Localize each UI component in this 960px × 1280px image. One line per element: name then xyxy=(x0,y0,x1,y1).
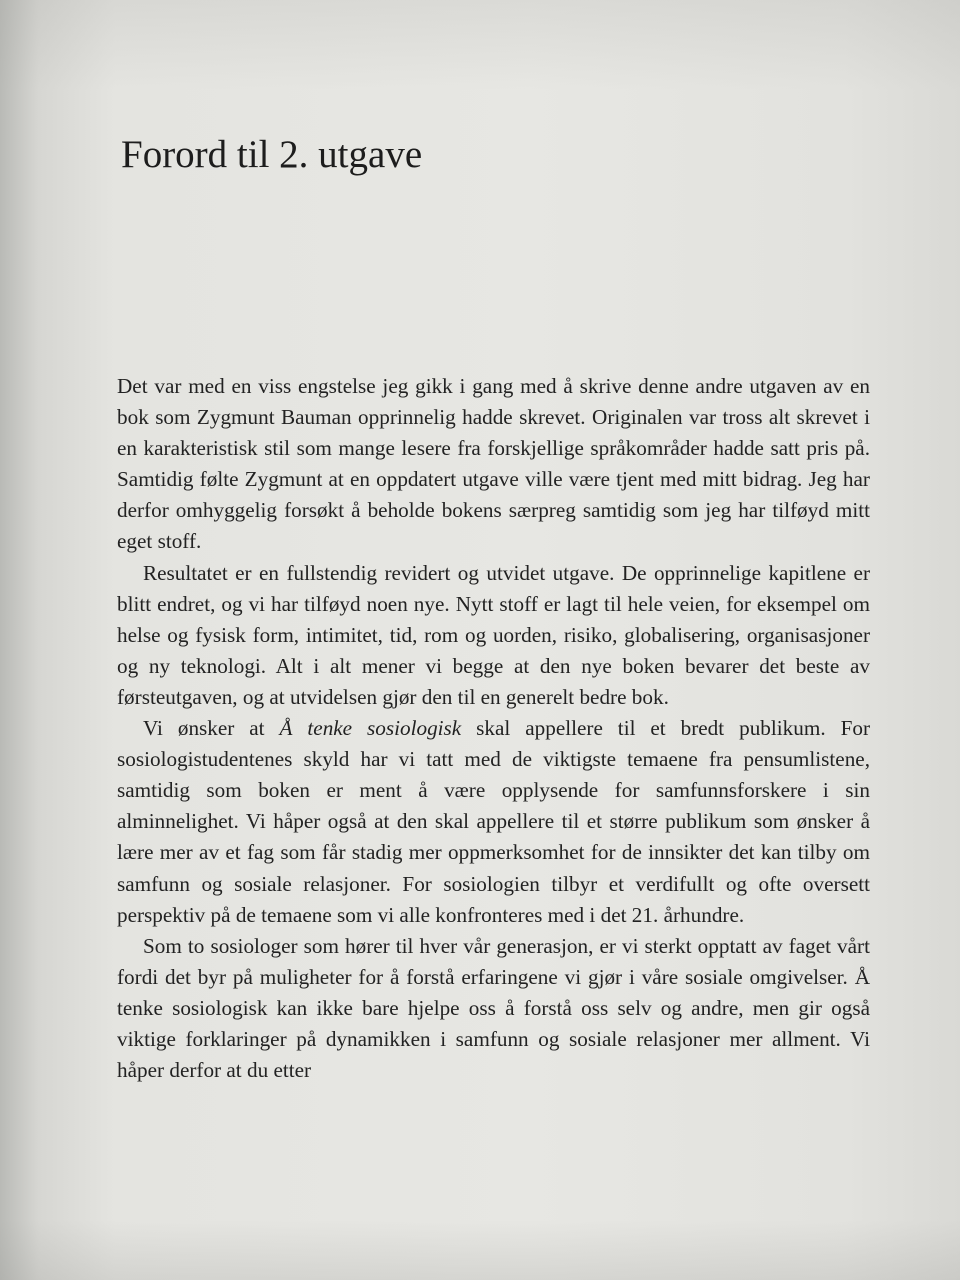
chapter-title: Forord til 2. utgave xyxy=(121,133,423,176)
paragraph-3-start: Vi ønsker at xyxy=(143,716,280,741)
paragraph-2: Resultatet er en fullstendig revidert og utvidet utgave. De opprinnelige kapitlene er blitt endret, og vi har tilføyd noen nye. Nytt stoff er lagt til hele veien, for eksempel om helse og fysisk form, intimitet, tid, rom og uorden, risiko, globalisering, organisasjoner og ny teknologi. Alt i alt mener vi begge at den nye boken bevarer det beste av førsteutgaven, og at utvidelsen gjør den til en generelt bedre bok. xyxy=(117,560,870,709)
page-shadow-bottom xyxy=(0,1220,960,1280)
page-shadow-top xyxy=(0,0,960,90)
paragraph-3-rest: skal appellere til et bredt publikum. For sosiologistudentenes skyld har vi tatt med de viktigste temaene fra pensumlistene, samtidig som boken er ment å være opplysende for samfunnsforskere i sin alminnelighet. Vi håper også at den skal appellere til et større publikum som ønsker å lære mer av et fag som får stadig mer oppmerksomhet for de innsikter det kan tilby om samfunn og sosiale relasjoner. For sosiologien tilbyr et verdifullt og ofte oversett perspektiv på de temaene som vi alle konfronteres med i det 21. århundre. xyxy=(117,716,870,927)
paragraph-1: Det var med en viss engstelse jeg gikk i gang med å skrive denne andre utgaven av en bok som Zygmunt Bauman opprinnelig hadde skrevet. Originalen var tross alt skrevet i en karakteristisk stil som mange lesere fra forskjellige språkområder hadde satt pris på. Samtidig følte Zygmunt at en oppdatert utgave ville være tjent med mitt bidrag. Jeg har derfor omhyggelig forsøkt å beholde bokens særpreg samtidig som jeg har tilføyd mitt eget stoff. xyxy=(117,374,870,554)
body-text xyxy=(117,371,870,1086)
paragraph-4: Som to sosiologer som hører til hver vår generasjon, er vi sterkt opptatt av faget vårt fordi det byr på muligheter for å forstå erfaringene vi gjør i våre sosiale omgivelser. Å tenke sosiologisk kan ikke bare hjelpe oss å forstå oss selv og andre, men gir også viktige forklaringer på dynamikken i samfunn og sosiale relasjoner mer allment. Vi håper derfor at du etter xyxy=(117,933,870,1083)
paragraph-3 xyxy=(117,713,870,931)
book-title-italic: Å tenke sosiologisk xyxy=(279,716,462,741)
